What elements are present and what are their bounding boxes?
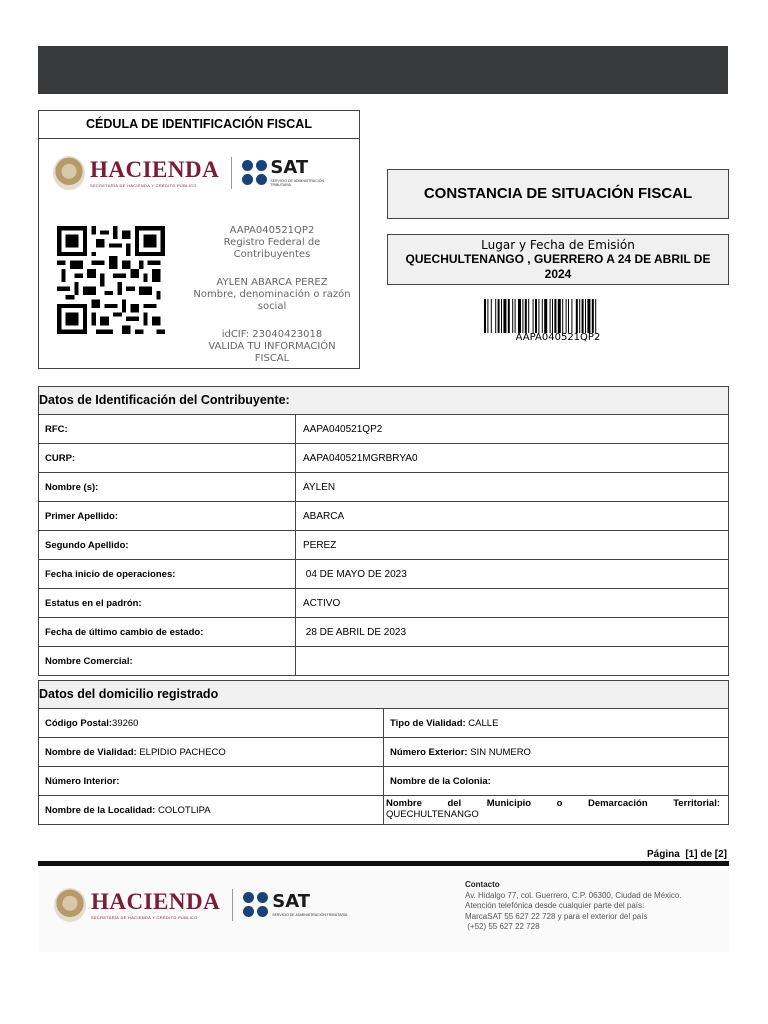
- tipo-vialidad-cell: Tipo de Vialidad: CALLE: [390, 717, 499, 729]
- row-label: Segundo Apellido:: [39, 531, 296, 559]
- hacienda-subtitle: SECRETARÍA DE HACIENDA Y CRÉDITO PÚBLICO: [91, 914, 198, 920]
- sat-subtitle: SERVICIO DE ADMINISTRACIÓN TRIBUTARIA: [270, 179, 324, 187]
- document-title: CONSTANCIA DE SITUACIÓN FISCAL: [387, 169, 729, 219]
- municipio-value: QUECHULTENANGO: [386, 809, 479, 820]
- municipio-label-word: Territorial:: [673, 798, 720, 809]
- row-value: AAPA040521MGRBRYA0: [303, 452, 418, 464]
- codigo-postal-cell: Código Postal: 39260: [39, 709, 384, 737]
- contact-line: (+52) 55 627 22 728: [467, 922, 540, 931]
- sat-wordmark: SAT: [270, 157, 309, 178]
- row-value: ABARCA: [303, 510, 345, 522]
- cedula-rfc-label: Registro Federal de Contribuyentes: [223, 237, 321, 260]
- row-label: RFC:: [39, 415, 296, 443]
- hacienda-subtitle: SECRETARÍA DE HACIENDA Y CRÉDITO PÚBLICO: [90, 182, 197, 188]
- municipio-label-word: o: [556, 798, 563, 809]
- footer-rule: [38, 861, 729, 866]
- table-row: [39, 738, 728, 767]
- eagle-seal-icon: [53, 156, 85, 190]
- table-row: [39, 560, 728, 589]
- row-value: 04 DE MAYO DE 2023: [303, 568, 407, 580]
- row-label: Primer Apellido:: [39, 502, 296, 530]
- table-row: [39, 415, 728, 444]
- nombre-vialidad-cell: Nombre de Vialidad: ELPIDIO PACHECO: [39, 738, 384, 766]
- row-value: [296, 647, 728, 675]
- municipio-cell: [384, 796, 728, 824]
- page-number: Página [1] de [2]: [646, 849, 727, 860]
- logo-divider: [231, 157, 232, 189]
- sat-dots-icon: [242, 160, 267, 186]
- municipio-label-word: del: [447, 798, 462, 809]
- table-row: [39, 502, 728, 531]
- table-row: [39, 618, 728, 647]
- row-value: AYLEN: [303, 481, 336, 493]
- contact-title: Contacto: [465, 880, 500, 889]
- logo-divider: [232, 889, 233, 921]
- lugar-fecha-box: [387, 234, 729, 285]
- domicilio-section: [38, 680, 729, 825]
- row-label: Fecha de último cambio de estado:: [39, 618, 296, 646]
- cedula-valida: VALIDA TU INFORMACIÓN FISCAL: [208, 341, 336, 364]
- sat-subtitle: SERVICIO DE ADMINISTRACIÓN TRIBUTARIA: [272, 913, 348, 917]
- contact-line: Av. Hidalgo 77, col. Guerrero, C.P. 06300, Ciudad de México.: [465, 890, 682, 900]
- contact-block: [465, 880, 682, 933]
- cedula-idcif: idCIF: 23040423018: [221, 329, 323, 340]
- identificacion-title: Datos de Identificación del Contribuyente:: [39, 387, 728, 415]
- table-row: [39, 589, 728, 618]
- barcode-icon: [484, 299, 632, 333]
- top-banner: [38, 46, 728, 94]
- hacienda-logo: [53, 156, 219, 190]
- cedula-card: [38, 110, 360, 369]
- footer: [38, 870, 729, 952]
- colonia-cell: Nombre de la Colonia:: [390, 775, 491, 787]
- cedula-name-label: Nombre, denominación o razón social: [193, 289, 351, 312]
- footer-logos: [54, 888, 347, 922]
- lugar-value: QUECHULTENANGO , GUERRERO A 24 DE ABRIL DE 2024: [405, 252, 711, 281]
- table-row: [39, 647, 728, 675]
- barcode-text: AAPA040521QP2: [515, 332, 601, 343]
- row-label: Nombre Comercial:: [39, 647, 296, 675]
- header-logos: [53, 153, 343, 193]
- row-label: CURP:: [39, 444, 296, 472]
- cedula-rfc: AAPA040521QP2: [229, 225, 315, 236]
- row-value: AAPA040521QP2: [303, 423, 383, 435]
- municipio-label-word: Nombre: [386, 798, 422, 809]
- cedula-name: AYLEN ABARCA PEREZ: [216, 277, 328, 288]
- localidad-cell: Nombre de la Localidad: COLOTLIPA: [39, 796, 384, 824]
- municipio-label-word: Demarcación: [587, 798, 648, 809]
- row-label: Nombre (s):: [39, 473, 296, 501]
- eagle-seal-icon: [54, 888, 86, 922]
- table-row: [39, 796, 728, 824]
- hacienda-wordmark: HACIENDA: [91, 888, 221, 914]
- hacienda-wordmark: HACIENDA: [90, 156, 220, 182]
- sat-dots-icon: [243, 892, 269, 918]
- municipio-label: [386, 798, 720, 809]
- identificacion-section: [38, 386, 729, 676]
- numero-interior-cell: Número Interior:: [39, 767, 384, 795]
- cedula-info: [191, 225, 353, 365]
- sat-wordmark: SAT: [272, 891, 311, 912]
- domicilio-title: Datos del domicilio registrado: [39, 681, 728, 709]
- row-label: Estatus en el padrón:: [39, 589, 296, 617]
- numero-exterior-cell: Número Exterior: SIN NUMERO: [390, 746, 531, 758]
- municipio-label-word: Municipio: [486, 798, 532, 809]
- row-label: Fecha inicio de operaciones:: [39, 560, 296, 588]
- row-value: 28 DE ABRIL DE 2023: [303, 626, 407, 638]
- contact-line: MarcaSAT 55 627 22 728 y para el exterior del país: [465, 911, 648, 921]
- row-value: PEREZ: [303, 539, 337, 551]
- row-value: ACTIVO: [303, 597, 341, 609]
- table-row: [39, 473, 728, 502]
- table-row: [39, 531, 728, 560]
- table-row: [39, 709, 728, 738]
- sat-logo: [242, 159, 343, 187]
- table-row: [39, 767, 728, 796]
- lugar-label: Lugar y Fecha de Emisión: [481, 238, 635, 252]
- cedula-title: CÉDULA DE IDENTIFICACIÓN FISCAL: [39, 111, 359, 139]
- table-row: [39, 444, 728, 473]
- qr-code-icon[interactable]: [57, 226, 165, 334]
- contact-line: Atención telefónica desde cualquier parte del país:: [465, 901, 645, 910]
